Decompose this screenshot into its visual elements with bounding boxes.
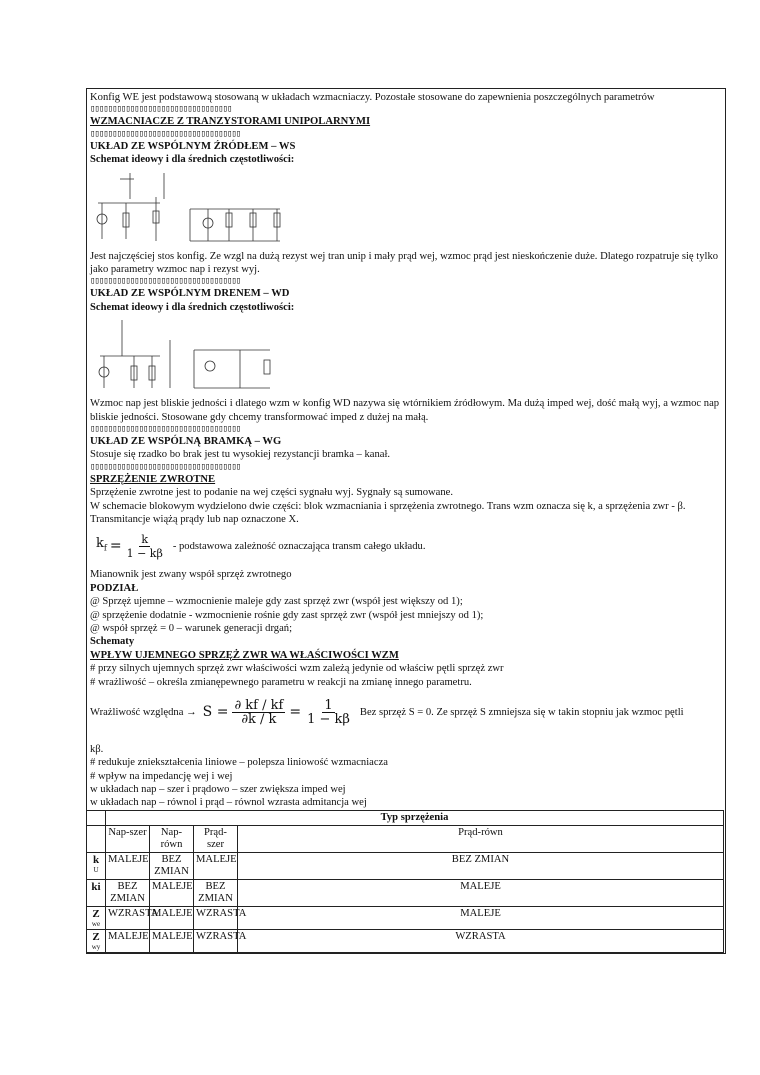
table-row bbox=[87, 879, 724, 906]
document-content bbox=[87, 89, 725, 810]
table-cell: BEZ ZMIAN bbox=[106, 879, 150, 906]
table-corner-cell bbox=[87, 825, 106, 852]
table-header-row bbox=[87, 825, 724, 852]
ws-heading: UKŁAD ZE WSPÓLNYM ŹRÓDŁEM – WS bbox=[90, 140, 296, 152]
sensitivity-text-continued: kβ. bbox=[90, 743, 104, 755]
table-cell: MALEJE bbox=[150, 879, 194, 906]
list-item: # wrażliwość – określa zmianępewnego parametru w reakcji na zmianę innego parametru. bbox=[90, 676, 472, 688]
table-cell: BEZ ZMIAN bbox=[150, 852, 194, 879]
list-item: # redukuje zniekształcenia liniowe – polepsza liniowość wzmacniacza bbox=[90, 757, 388, 769]
feedback-paragraph-1: Sprzężenie zwrotne jest to podanie na wej części sygnału wyj. Sygnały są sumowane. bbox=[90, 487, 454, 499]
sensitivity-denominator: ∂k / k bbox=[241, 712, 277, 728]
sensitivity-numerator-2: 1 bbox=[324, 697, 333, 713]
row-header: Z wy bbox=[87, 929, 106, 952]
division-heading: PODZIAŁ bbox=[90, 582, 139, 594]
column-header: Nap-równ bbox=[150, 825, 194, 852]
table-cell: MALEJE bbox=[150, 906, 194, 929]
table-cell: MALEJE bbox=[150, 929, 194, 952]
list-item: # wpływ na impedancję wej i wej bbox=[90, 770, 233, 782]
wg-paragraph: Stosuje się rzadko bo brak jest tu wysokiej rezystancji bramka – kanał. bbox=[90, 449, 391, 461]
list-item: @ Sprzęż ujemne – wzmocnienie maleje gdy zast sprzęż zwr (współ jest większy od 1); bbox=[90, 596, 463, 608]
row-header: Z we bbox=[87, 906, 106, 929]
table-title: Typ sprzężenia bbox=[106, 810, 724, 825]
column-header: Nap-szer bbox=[106, 825, 150, 852]
feedback-formula bbox=[90, 533, 723, 561]
list-item: w układach nap – równol i prąd – równol wzrasta admitancja wej bbox=[90, 797, 367, 809]
row-header: ki bbox=[87, 879, 106, 906]
table-corner-cell bbox=[87, 810, 106, 825]
formula-fraction bbox=[125, 533, 165, 561]
table-cell: MALEJE bbox=[106, 852, 150, 879]
section-heading-unipolar: WZMACNIACZE Z TRANZYSTORAMI UNIPOLARNYMI bbox=[90, 116, 371, 128]
document-page bbox=[86, 88, 726, 954]
sensitivity-text: Bez sprzęż S = 0. Ze sprzęż S zmniejsza się w takin stopniu jak wzmoc pętli bbox=[359, 707, 684, 719]
denominator-note: Mianownik jest zwany współ sprzęż zwrotnego bbox=[90, 569, 292, 581]
glyph-separator: ▯▯▯▯▯▯▯▯▯▯▯▯▯▯▯▯▯▯▯▯▯▯▯▯▯▯▯▯▯▯▯▯▯▯ bbox=[90, 128, 241, 139]
formula-description: - podstawowa zależność oznaczająca transm całego układu. bbox=[172, 540, 426, 552]
row-header: k U bbox=[87, 852, 106, 879]
wd-circuit-diagram bbox=[90, 316, 290, 394]
table-cell: MALEJE bbox=[106, 929, 150, 952]
schematy-heading: Schematy bbox=[90, 636, 135, 648]
sensitivity-formula bbox=[90, 699, 723, 727]
negative-feedback-heading: WPŁYW UJEMNEGO SPRZĘŻ ZWR WA WŁAŚCIWOŚCI WZM bbox=[90, 649, 399, 661]
list-item: @ sprzężenie dodatnie - wzmocnienie rośnie gdy zast sprzęż zwr (współ jest mniejszy od 1); bbox=[90, 609, 484, 621]
table-cell: WZRASTA bbox=[194, 906, 238, 929]
sensitivity-fraction-2 bbox=[305, 699, 352, 727]
sensitivity-s: S = bbox=[202, 704, 229, 721]
wg-heading: UKŁAD ZE WSPÓLNĄ BRAMKĄ – WG bbox=[90, 436, 282, 448]
wd-heading: UKŁAD ZE WSPÓLNYM DRENEM – WD bbox=[90, 288, 290, 300]
glyph-separator: ▯▯▯▯▯▯▯▯▯▯▯▯▯▯▯▯▯▯▯▯▯▯▯▯▯▯▯▯▯▯▯▯ bbox=[90, 104, 232, 115]
sensitivity-label: Wrażliwość względna → bbox=[90, 707, 197, 719]
feedback-paragraph-2: W schemacie blokowym wydzielono dwie części: blok wzmacniania i sprzężenia zwrotnego. Trans wzm oznacza się k, a sprzężenia zwr - β. Transmitancje wiążą prądy lub nap oznaczone X. bbox=[90, 500, 686, 526]
table-cell: MALEJE bbox=[238, 906, 724, 929]
ws-circuit-diagram bbox=[90, 169, 290, 247]
sensitivity-denominator-2: 1 − kβ bbox=[307, 712, 350, 728]
table-row bbox=[87, 906, 724, 929]
table-cell: WZRASTA bbox=[238, 929, 724, 952]
feedback-heading: SPRZĘŻENIE ZWROTNE bbox=[90, 473, 216, 485]
sensitivity-equals: = bbox=[289, 704, 302, 721]
column-header: Prąd-szer bbox=[194, 825, 238, 852]
table-cell: WZRASTA bbox=[194, 929, 238, 952]
column-header: Prąd-równ bbox=[238, 825, 724, 852]
table-cell: WZRASTA bbox=[106, 906, 150, 929]
sensitivity-numerator: ∂ kf / kf bbox=[234, 697, 284, 713]
glyph-separator: ▯▯▯▯▯▯▯▯▯▯▯▯▯▯▯▯▯▯▯▯▯▯▯▯▯▯▯▯▯▯▯▯▯▯ bbox=[90, 424, 241, 435]
table-cell: MALEJE bbox=[238, 879, 724, 906]
formula-denominator: 1 − kβ bbox=[126, 546, 163, 560]
sensitivity-fraction bbox=[232, 699, 285, 727]
list-item: @ współ sprzęż = 0 – warunek generacji drgań; bbox=[90, 622, 293, 634]
table-row bbox=[87, 929, 724, 952]
wd-paragraph: Wzmoc nap jest bliskie jedności i dlatego wzm w konfig WD nazywa się wtórnikiem źródłowym. Ma dużą imped wej, dość małą wyj, a wzmoc nap bliskie jedności. Stosowane gdy chcemy transformować imped z dużej na małą. bbox=[90, 398, 720, 423]
table-cell: BEZ ZMIAN bbox=[194, 879, 238, 906]
list-item: w układach nap – szer i prądowo – szer zwiększa imped wej bbox=[90, 784, 346, 795]
ws-paragraph: Jest najczęściej stos konfig. Ze wzgl na dużą rezyst wej tran unip i mały prąd wej, wzmoc prąd jest nieskończenie duże. Dlatego rozpatruje się tylko jako parametry wzmoc nap i rezyst wyj. bbox=[90, 250, 719, 276]
glyph-separator: ▯▯▯▯▯▯▯▯▯▯▯▯▯▯▯▯▯▯▯▯▯▯▯▯▯▯▯▯▯▯▯▯▯▯ bbox=[90, 276, 241, 287]
glyph-separator: ▯▯▯▯▯▯▯▯▯▯▯▯▯▯▯▯▯▯▯▯▯▯▯▯▯▯▯▯▯▯▯▯▯▯ bbox=[90, 461, 241, 472]
feedback-type-table bbox=[86, 810, 724, 953]
table-cell: BEZ ZMIAN bbox=[238, 852, 724, 879]
ws-schema-label: Schemat ideowy i dla średnich częstotliwości: bbox=[90, 154, 295, 166]
wd-schema-label: Schemat ideowy i dla średnich częstotliwości: bbox=[90, 301, 295, 313]
formula-lhs: $k_f$ bbox=[96, 536, 107, 553]
formula-equals: = bbox=[109, 537, 122, 554]
formula-numerator: k bbox=[141, 532, 149, 546]
table-cell: MALEJE bbox=[194, 852, 238, 879]
table-row bbox=[87, 852, 724, 879]
intro-paragraph: Konfig WE jest podstawową stosowaną w układach wzmacniaczy. Pozostałe stosowane do zapewnienia poszczególnych parametrów bbox=[90, 92, 655, 103]
list-item: # przy silnych ujemnych sprzęż zwr właściwości wzm zależą jedynie od właściw pętli sprzęż zwr bbox=[90, 663, 504, 675]
